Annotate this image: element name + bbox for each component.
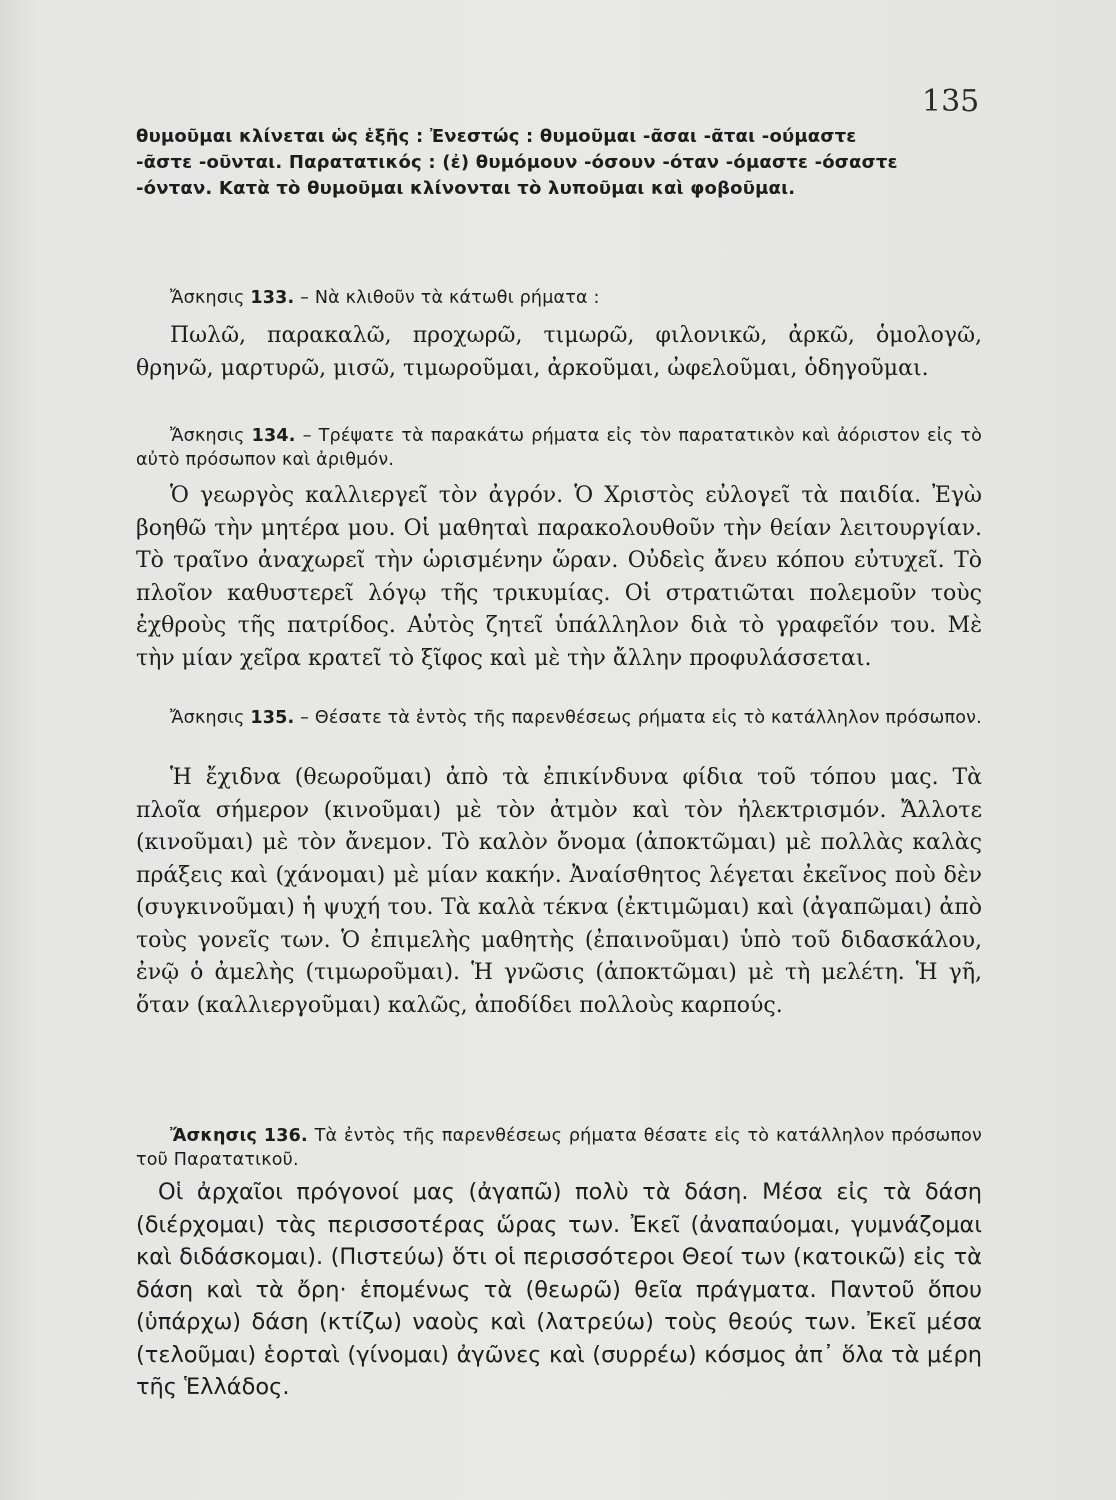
exercise-135-body: Ἡ ἔχιδνα (θεωροῦμαι) ἀπὸ τὰ ἐπικίνδυνα φίδια τοῦ τόπου μας. Τὰ πλοῖα σήμερον (κινοῦμαι) μὲ τὸν ἀτμὸν καὶ τὸν ἠλεκτρισμόν. Ἄλλοτε (κινοῦμαι) μὲ τὸν ἄνεμον. Τὸ καλὸν ὄνομα (ἀποκτῶμαι) μὲ πολλὰς καλὰς πράξεις καὶ (χάνομαι) μὲ μίαν κακήν. Ἀναίσθητος λέγεται ἐκεῖνος ποὺ δὲν (συγκινοῦμαι) ἡ ψυχή του. Τὰ καλὰ τέκνα (ἐκτιμῶμαι) καὶ (ἀγαπῶμαι) ἀπὸ τοὺς γονεῖς των. Ὁ ἐπιμελὴς μαθητὴς (ἐπαινοῦμαι) ὑπὸ τοῦ διδασκάλου, ἐνῷ ὁ ἀμελὴς (τιμωροῦμαι). Ἡ γνῶσις (ἀποκτῶμαι) μὲ τὴ μελέτη. Ἡ γῆ, ὅταν (καλλιεργοῦμαι) καλῶς, ἀποδίδει πολλοὺς καρπούς. — [136, 765, 982, 1018]
exercise-136-heading — [136, 1124, 982, 1172]
exercise-number: 136. — [263, 1126, 308, 1146]
page-number: 135 — [922, 84, 980, 119]
conjugation-line: θυμοῦμαι κλίνεται ὡς ἑξῆς : Ἐνεστώς : θυμοῦμαι -ᾶσαι -ᾶται -ούμαστε — [136, 126, 857, 147]
exercise-133-body: Πωλῶ, παρακαλῶ, προχωρῶ, τιμωρῶ, φιλονικῶ, ἀρκῶ, ὁμολογῶ, θρηνῶ, μαρτυρῶ, μισῶ, τιμωροῦμαι, ἀρκοῦμαι, ὠφελοῦμαι, ὁδηγοῦμαι. — [136, 323, 982, 381]
exercise-134-heading — [136, 424, 982, 472]
exercise-instruction: – Νὰ κλιθοῦν τὰ κάτωθι ρήματα : — [300, 288, 600, 308]
exercise-number: 135. — [250, 708, 295, 728]
exercise-instruction: Τὰ ἐντὸς τῆς παρενθέσεως ρήματα θέσατε εἰς τὸ κατάλληλον πρόσωπον τοῦ Παρατατικοῦ. — [136, 1126, 983, 1170]
exercise-number: 134. — [251, 426, 296, 446]
conjugation-note — [136, 124, 976, 202]
exercise-number: 133. — [250, 288, 295, 308]
exercise-label: Ἄσκησις — [170, 708, 245, 728]
exercise-136-body: Οἱ ἀρχαῖοι πρόγονοί μας (ἀγαπῶ) πολὺ τὰ δάση. Μέσα εἰς τὰ δάση (διέρχομαι) τὰς περισσοτέρας ὥρας των. Ἐκεῖ (ἀναπαύομαι, γυμνάζομαι καὶ διδάσκομαι). (Πιστεύω) ὅτι οἱ περισσότεροι Θεοί των (κατοικῶ) εἰς τὰ δάση καὶ τὰ ὄρη· ἑπομένως τὰ (θεωρῶ) θεῖα πράγματα. Παντοῦ ὅπου (ὑπάρχω) δάση (κτίζω) ναοὺς καὶ (λατρεύω) τοὺς θεούς των. Ἐκεῖ μέσα (τελοῦμαι) ἑορταὶ (γίνομαι) ἀγῶνες καὶ (συρρέω) κόσμος ἀπ᾽ ὅλα τὰ μέρη τῆς Ἑλλάδος. — [136, 1179, 982, 1400]
exercise-135-heading — [136, 706, 982, 730]
exercise-instruction: – Θέσατε τὰ ἐντὸς τῆς παρενθέσεως ρήματα εἰς τὸ κατάλληλον πρόσωπον. — [300, 708, 982, 728]
conjugation-line: -ᾶστε -οῦνται. Παρατατικός : (ἐ) θυμόμουν -όσουν -όταν -όμαστε -όσαστε — [136, 152, 898, 173]
exercise-label: Ἄσκησις — [170, 426, 245, 446]
exercise-instruction: – Τρέψατε τὰ παρακάτω ρήματα εἰς τὸν παρατατικὸν καὶ ἀόριστον εἰς τὸ αὐτὸ πρόσωπον καὶ ἀριθμόν. — [136, 426, 982, 470]
exercise-133-heading — [170, 286, 970, 310]
exercise-label: Ἄσκησις — [170, 1126, 258, 1146]
conjugation-line: -όνταν. Κατὰ τὸ θυμοῦμαι κλίνονται τὸ λυποῦμαι καὶ φοβοῦμαι. — [136, 178, 796, 199]
exercise-134-body: Ὁ γεωργὸς καλλιεργεῖ τὸν ἀγρόν. Ὁ Χριστὸς εὐλογεῖ τὰ παιδία. Ἐγὼ βοηθῶ τὴν μητέρα μου. Οἱ μαθηταὶ παρακολουθοῦν τὴν θείαν λειτουργίαν. Τὸ τραῖνο ἀναχωρεῖ τὴν ὡρισμένην ὥραν. Οὐδεὶς ἄνευ κόπου εὐτυχεῖ. Τὸ πλοῖον καθυστερεῖ λόγῳ τῆς τρικυμίας. Οἱ στρατιῶται πολεμοῦν τοὺς ἐχθροὺς τῆς πατρίδος. Αὐτὸς ζητεῖ ὑπάλληλον διὰ τὸ γραφεῖόν του. Μὲ τὴν μίαν χεῖρα κρατεῖ τὸ ξῖφος καὶ μὲ τὴν ἄλλην προφυλάσσεται. — [136, 483, 982, 671]
exercise-label: Ἄσκησις — [170, 288, 245, 308]
